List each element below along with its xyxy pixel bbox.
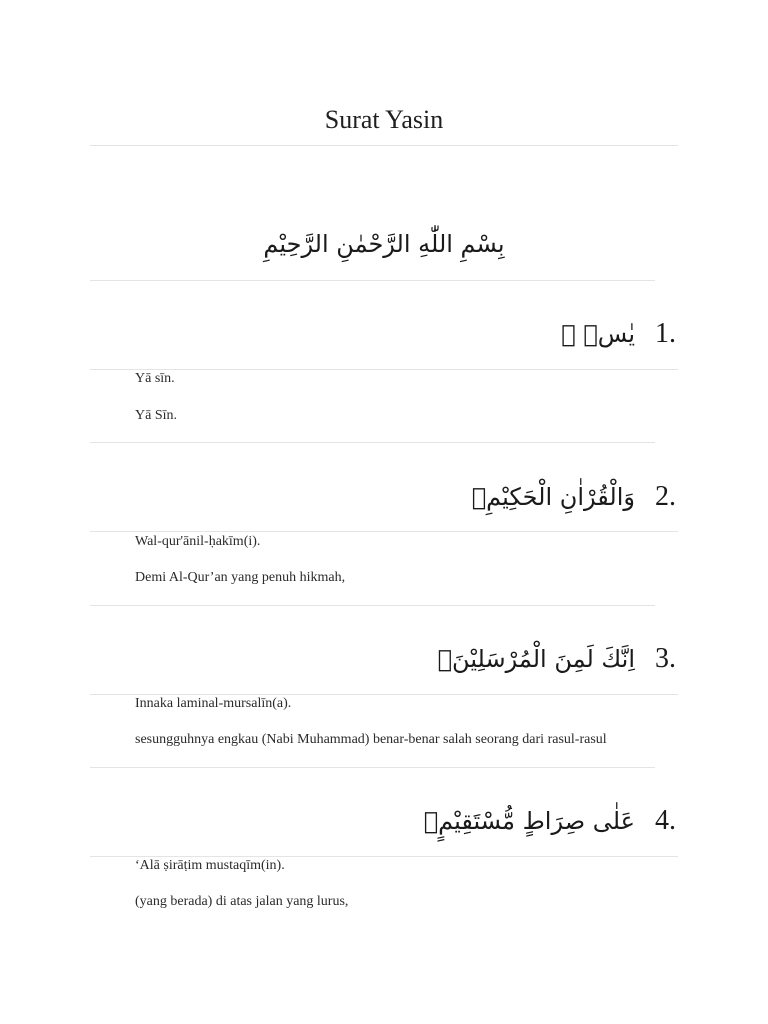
ayah-1-header	[561, 309, 676, 359]
ayah-3-arabic: اِنَّكَ لَمِنَ الْمُرْسَلِيْنَۙ	[437, 645, 635, 673]
ayah-1-end-divider	[90, 442, 655, 443]
ayah-1-translation: Yā Sīn.	[135, 408, 177, 423]
page-title: Surat Yasin	[324, 105, 444, 134]
ayah-1-arabic: يٰسۤ ۚ	[561, 320, 635, 348]
ayah-2-number: 2.	[655, 481, 676, 512]
title-divider	[90, 145, 678, 146]
ayah-2-header	[472, 472, 676, 522]
bismillah: بِسْمِ اللّٰهِ الرَّحْمٰنِ الرَّحِيْمِ	[263, 230, 505, 258]
ayah-3-translation: sesungguhnya engkau (Nabi Muhammad) benar-benar salah seorang dari rasul-rasul	[135, 732, 607, 747]
ayah-1-number: 1.	[655, 318, 676, 349]
ayah-4-translation: (yang berada) di atas jalan yang lurus,	[135, 894, 349, 909]
ayah-2-latin: Wal-qur'ānil-ḥakīm(i).	[135, 534, 261, 549]
ayah-1-latin: Yā sīn.	[135, 371, 175, 386]
ayah-2-translation: Demi Al-Qur’an yang penuh hikmah,	[135, 570, 346, 585]
ayah-4-number: 4.	[655, 805, 676, 836]
ayah-4-header	[424, 796, 676, 846]
ayah-4-latin: ‘Alā ṣirāṭim mustaqīm(in).	[135, 858, 285, 873]
ayah-3-header	[438, 634, 676, 684]
ayah-4-arabic: عَلٰى صِرَاطٍ مُّسْتَقِيْمٍۗ	[423, 807, 635, 835]
bismillah-divider	[90, 280, 655, 281]
ayah-2-arabic: وَالْقُرْاٰنِ الْحَكِيْمِۙ	[471, 483, 635, 511]
ayah-2-end-divider	[90, 605, 655, 606]
ayah-1-divider	[90, 369, 678, 370]
ayah-3-latin: Innaka laminal-mursalīn(a).	[135, 696, 292, 711]
ayah-3-end-divider	[90, 767, 655, 768]
ayah-3-number: 3.	[655, 643, 676, 674]
